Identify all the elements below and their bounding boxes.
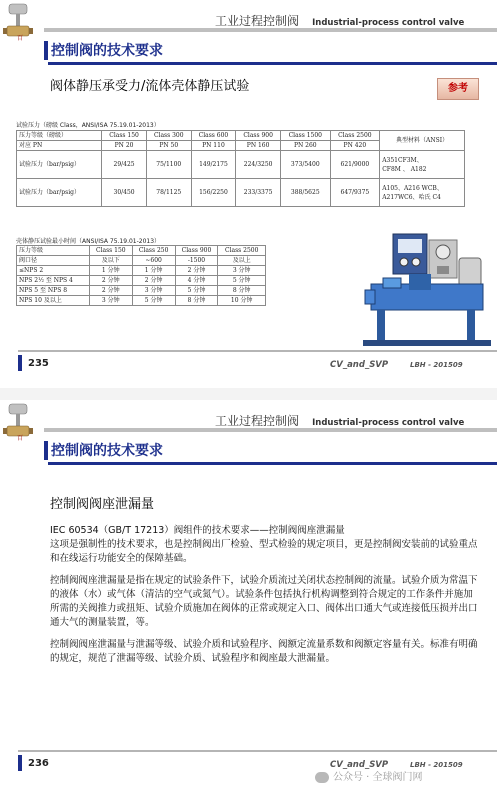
title-accent: [44, 41, 48, 60]
table-cell: NPS 5 至 NPS 8: [17, 286, 90, 296]
table-cell: 3 分钟: [132, 286, 175, 296]
table-cell: 1 分钟: [132, 266, 175, 276]
footer-course-label: CV_and_SVP: [330, 360, 389, 370]
table-header-cell: 阀口径: [17, 256, 90, 266]
table-cell-material: [380, 151, 465, 179]
table-cell: 5 分钟: [132, 296, 175, 306]
table-header-cell: ~600: [132, 256, 175, 266]
table-cell: 2 分钟: [89, 276, 132, 286]
table-header-cell: Class 2500: [218, 246, 266, 256]
slide-title-block: [44, 437, 497, 467]
table-cell: 388/5625: [280, 179, 330, 207]
slide-title-block: [44, 37, 497, 67]
slide-235: [0, 0, 497, 388]
table-cell: 3 分钟: [89, 296, 132, 306]
table-header-cell: PN 20: [102, 141, 147, 151]
test-duration-table: [16, 245, 266, 306]
table-header-cell: Class 250: [132, 246, 175, 256]
table-header-cell: 压力等级: [17, 246, 90, 256]
footer-accent: [18, 355, 22, 371]
table-header-cell: 及以下: [89, 256, 132, 266]
watermark: [315, 768, 423, 783]
table-cell: 8 分钟: [175, 296, 218, 306]
footer-course-label: CV_and_SVP: [330, 760, 389, 770]
footer-divider: [18, 750, 497, 752]
table-cell: NPS 2½ 至 NPS 4: [17, 276, 90, 286]
pressure-test-machine-image: [363, 232, 491, 350]
watermark-text: 公众号 · 全球阀门网: [333, 772, 423, 783]
table-header-cell: PN 110: [191, 141, 236, 151]
table-cell: 78/1125: [146, 179, 191, 207]
table-header-cell: 压力等级（磅级）: [17, 131, 102, 141]
table-cell: 8 分钟: [218, 286, 266, 296]
table-cell: 233/3375: [236, 179, 281, 207]
table-header-cell: 典型材料（ANSI）: [380, 131, 465, 151]
table-cell-material: [380, 179, 465, 207]
table-row: [17, 179, 465, 207]
table-header-cell: Class 150: [102, 131, 147, 141]
svg-text:百: 百: [17, 36, 24, 42]
page-number: 236: [28, 758, 49, 769]
slide-title: 控制阀的技术要求: [51, 43, 163, 59]
table-row: [17, 256, 266, 266]
table-row: [17, 296, 266, 306]
table-cell: ≤NPS 2: [17, 266, 90, 276]
footer-accent: [18, 755, 22, 771]
table-cell: 156/2250: [191, 179, 236, 207]
table-cell: 373/5400: [280, 151, 330, 179]
table-cell: 10 分钟: [218, 296, 266, 306]
table-header-cell: Class 300: [146, 131, 191, 141]
table-header-cell: 对应 PN: [17, 141, 102, 151]
table-row: [17, 286, 266, 296]
table-cell: 75/1100: [146, 151, 191, 179]
title-underline: [48, 462, 497, 465]
footer-divider: [18, 350, 497, 352]
header: [215, 10, 464, 29]
reference-button[interactable]: 参考: [437, 78, 479, 100]
footer-author-date: LBH - 201509: [410, 361, 463, 369]
table1-caption: 试验压力（磅级 Class，ANSI/ISA 75.19.01-2013）: [16, 122, 160, 129]
paragraph: 控制阀阀座泄漏量与泄漏等级、试验介质和试验程序、阀额定流量系数和阀额定容量有关。标准有明确的规定，规范了泄漏等级、试验介质、试验程序和阀座最大泄漏量。: [50, 639, 478, 664]
table-cell: 149/2175: [191, 151, 236, 179]
table-cell: 试验压力（bar/psig）: [17, 179, 102, 207]
paragraph: [50, 524, 480, 566]
footer-author-date: LBH - 201509: [410, 761, 463, 769]
table-row: [17, 131, 465, 141]
table-cell: 29/425: [102, 151, 147, 179]
material-line: A351CF3M、: [382, 156, 423, 164]
page-number: 235: [28, 358, 49, 369]
table-cell: 621/9000: [330, 151, 380, 179]
body-text: [50, 524, 480, 674]
title-accent: [44, 441, 48, 460]
slide-title: 控制阀的技术要求: [51, 443, 163, 459]
table2-caption: 壳体静压试验最小时间（ANSI/ISA 75.19.01-2013）: [16, 238, 161, 245]
header: [215, 410, 464, 429]
svg-text:百: 百: [17, 436, 24, 442]
slide-subtitle: 阀体静压承受力/流体壳体静压试验: [50, 79, 250, 94]
table-row: [17, 276, 266, 286]
table-cell: 2 分钟: [132, 276, 175, 286]
table-cell: 1 分钟: [89, 266, 132, 276]
table-header-cell: 及以上: [218, 256, 266, 266]
table-header-cell: Class 900: [175, 246, 218, 256]
paragraph: 控制阀阀座泄漏量是指在规定的试验条件下，试验介质流过关闭状态控制阀的流量。试验介质为常温下的液体（水）或气体（清洁的空气或氮气）。试验条件包括执行机构调整到符合规定的工作条件并施加所需的关阀推力或扭矩、试验介质施加在阀体的正常或规定入口、阀体出口通大气或连接低压损并出口通大气的测量装置，等。: [50, 575, 478, 628]
title-underline: [48, 62, 497, 65]
table-header-cell: Class 2500: [330, 131, 380, 141]
slide-gap: [0, 388, 497, 400]
header-title-en: Industrial-process control valve: [312, 18, 465, 28]
test-pressure-table: [16, 130, 465, 207]
table-header-cell: PN 160: [236, 141, 281, 151]
table-cell: 5 分钟: [218, 276, 266, 286]
table-cell: 3 分钟: [218, 266, 266, 276]
table-row: [17, 151, 465, 179]
table-cell: NPS 10 及以上: [17, 296, 90, 306]
table-cell: 2 分钟: [89, 286, 132, 296]
valve-logo-icon: [3, 2, 33, 44]
material-line: A217WC6、哈氏 C4: [382, 193, 441, 201]
table-header-cell: PN 50: [146, 141, 191, 151]
material-line: CF8M 、 A182: [382, 165, 427, 173]
table-header-cell: Class 150: [89, 246, 132, 256]
table-header-cell: PN 260: [280, 141, 330, 151]
paragraph-line: IEC 60534（GB/T 17213）阀组件的技术要求——控制阀阀座泄漏量: [50, 525, 345, 536]
header-divider: [44, 28, 497, 32]
table-row: [17, 246, 266, 256]
slide-subtitle: 控制阀阀座泄漏量: [50, 497, 155, 512]
table-cell: 224/3250: [236, 151, 281, 179]
table-cell: 试验压力（bar/psig）: [17, 151, 102, 179]
header-title-zh: 工业过程控制阀: [215, 14, 300, 28]
header-title-zh: 工业过程控制阀: [215, 414, 300, 428]
header-title-en: Industrial-process control valve: [312, 418, 465, 428]
material-line: A105、A216 WCB、: [382, 184, 443, 192]
table-cell: 5 分钟: [175, 286, 218, 296]
table-header-cell: -1500: [175, 256, 218, 266]
header-divider: [44, 428, 497, 432]
table-cell: 647/9375: [330, 179, 380, 207]
table-header-cell: Class 900: [236, 131, 281, 141]
table-header-cell: Class 1500: [280, 131, 330, 141]
slide-236: [0, 400, 497, 788]
paragraph-line: 这项是强制性的技术要求，也是控制阀出厂检验、型式检验的规定项目，更是控制阀安装前的试验重点和在线运行功能安全的保障基础。: [50, 539, 478, 564]
table-header-cell: PN 420: [330, 141, 380, 151]
wechat-icon: [315, 772, 329, 783]
table-row: [17, 266, 266, 276]
table-cell: 2 分钟: [175, 266, 218, 276]
valve-logo-icon: [3, 402, 33, 444]
table-cell: 30/450: [102, 179, 147, 207]
table-header-cell: Class 600: [191, 131, 236, 141]
table-cell: 4 分钟: [175, 276, 218, 286]
